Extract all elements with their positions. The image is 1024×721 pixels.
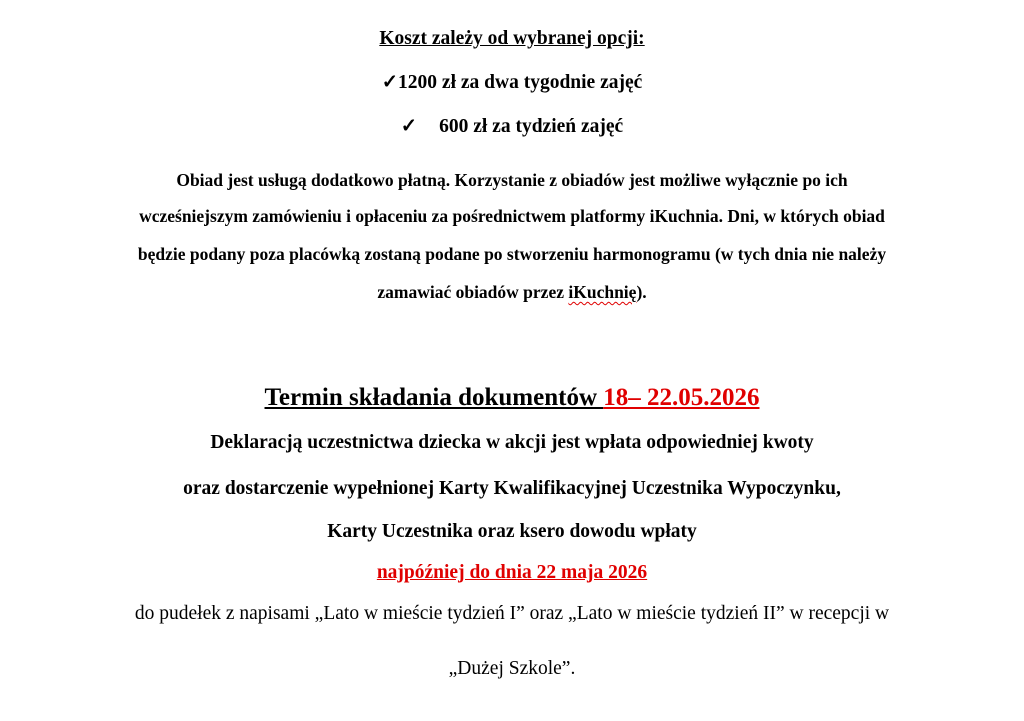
- cost-option-two-weeks-text: 1200 zł za dwa tygodnie zajęć: [398, 72, 643, 93]
- deadline-label: Termin składania dokumentów: [264, 384, 604, 411]
- lunch-paragraph-line-2: [0, 206, 1024, 227]
- lunch-paragraph-line-1: [0, 170, 1024, 191]
- cost-heading-text: Koszt zależy od wybranej opcji:: [379, 28, 645, 49]
- lunch-paragraph-line-4: [0, 282, 1024, 303]
- checkmark-icon: ✓: [400, 116, 418, 137]
- lunch-paragraph-line-3: [0, 244, 1024, 265]
- drop-boxes-text: „Dużej Szkole”.: [448, 658, 576, 679]
- cost-option-one-week: [0, 114, 1024, 138]
- drop-boxes-text: do pudełek z napisami „Lato w mieście tydzień I” oraz „Lato w mieście tydzień II” w recepcji w: [134, 603, 890, 624]
- declaration-line-1: [0, 432, 1024, 454]
- lunch-text: wcześniejszym zamówieniu i opłaceniu za pośrednictwem platformy: [139, 206, 650, 226]
- drop-boxes-line-2: [0, 658, 1024, 680]
- declaration-text: Deklaracją uczestnictwa dziecka w akcji jest wpłata odpowiedniej kwoty: [210, 432, 814, 453]
- lunch-text: . Dni, w których obiad: [718, 206, 885, 226]
- drop-boxes-line-1: [0, 603, 1024, 625]
- ikuchnia-platform-name: iKuchnia: [649, 206, 719, 226]
- deadline-dates: 18– 22.05.2026: [603, 384, 760, 411]
- cost-option-two-weeks: [0, 70, 1024, 94]
- latest-date-text: najpóźniej do dnia 22 maja 2026: [376, 562, 648, 583]
- lunch-text: zamawiać obiadów przez: [377, 282, 569, 302]
- declaration-text: oraz dostarczenie wypełnionej Karty Kwalifikacyjnej Uczestnika Wypoczynku,: [183, 478, 841, 499]
- lunch-text: będzie podany poza placówką zostaną podane po stworzeniu harmonogramu (w tych dnia nie należy: [137, 244, 887, 264]
- declaration-line-3: [0, 521, 1024, 543]
- declaration-text: Karty Uczestnika oraz ksero dowodu wpłaty: [327, 521, 697, 542]
- ikuchnie-platform-name: iKuchnię: [568, 282, 637, 302]
- latest-date: [0, 562, 1024, 584]
- deadline-heading: [0, 384, 1024, 412]
- checkmark-icon: ✓: [381, 72, 399, 93]
- lunch-text: Obiad jest usługą dodatkowo płatną. Korzystanie z obiadów jest możliwe wyłącznie po ich: [176, 170, 848, 190]
- lunch-text: ).: [636, 282, 647, 302]
- declaration-line-2: [0, 478, 1024, 500]
- cost-heading: [0, 28, 1024, 50]
- cost-option-one-week-text: 600 zł za tydzień zajęć: [439, 116, 624, 137]
